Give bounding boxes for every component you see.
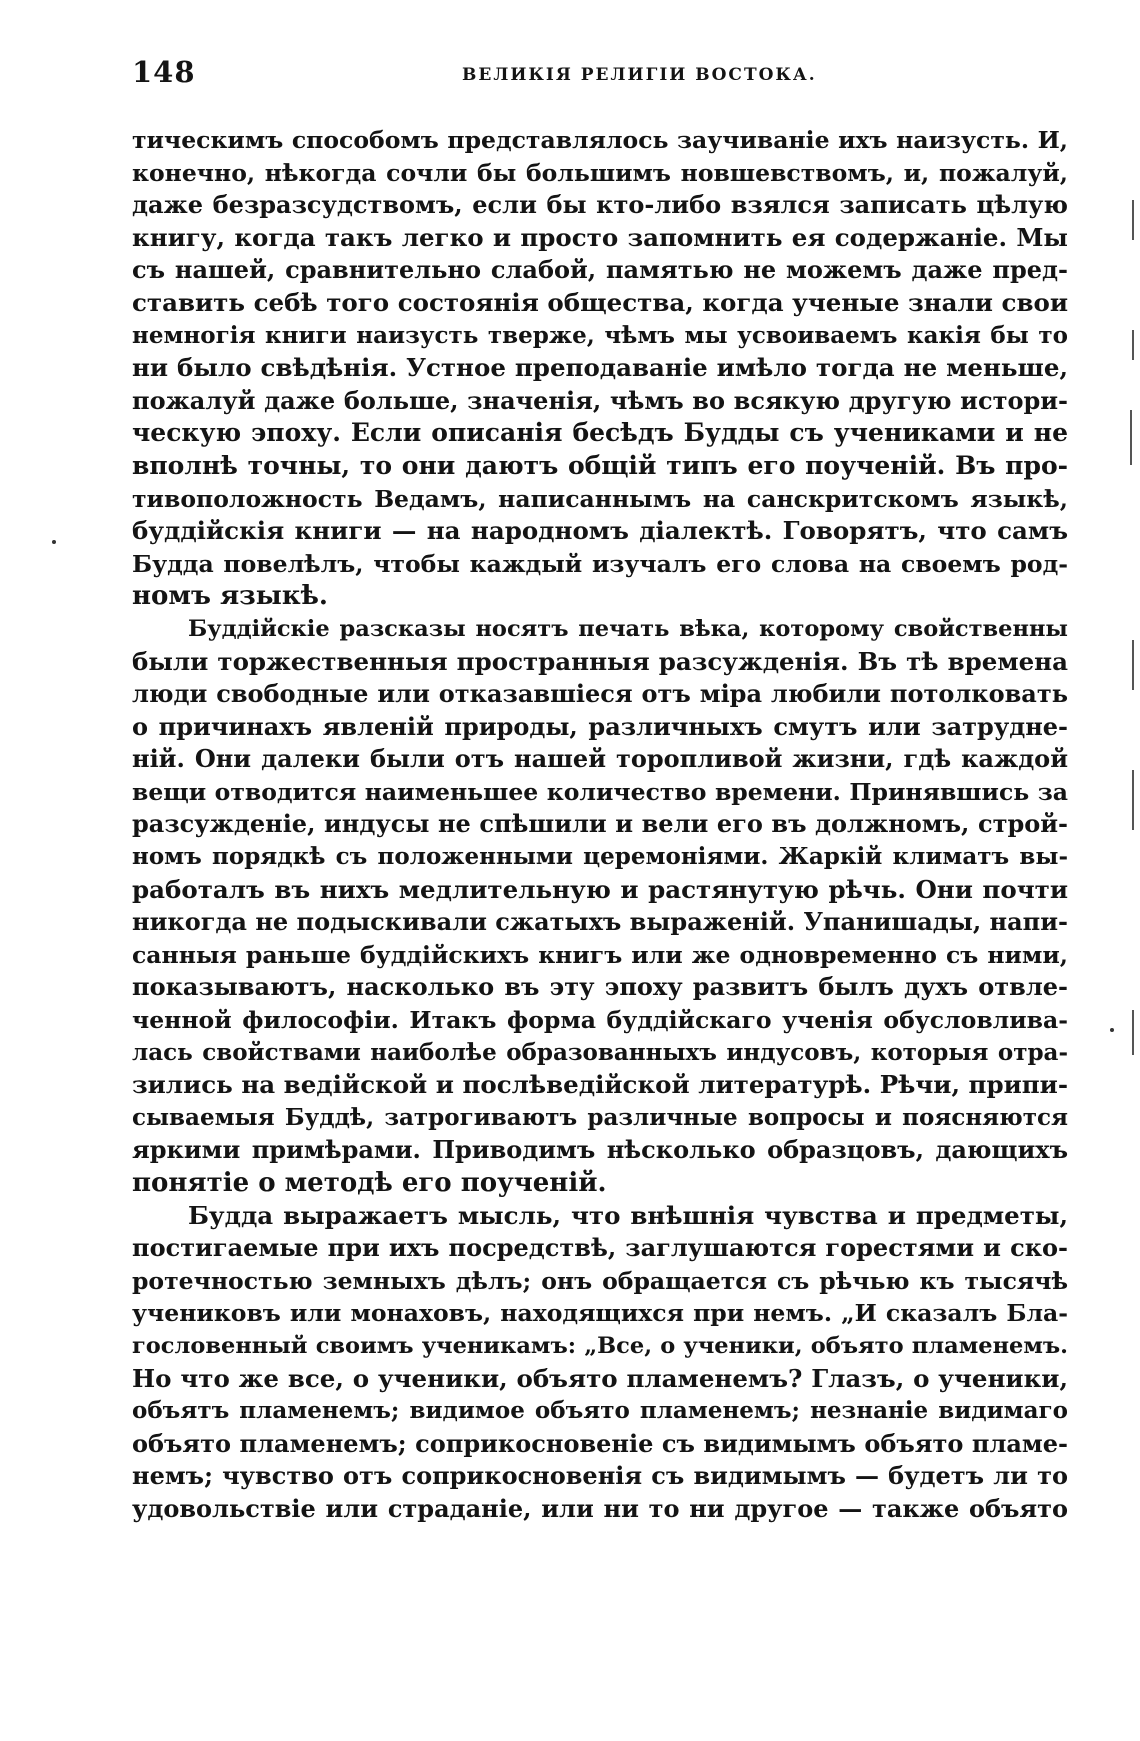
text-line: ставить себѣ того состоянія общества, когда ученые знали свои [132,287,1068,317]
text-line: ротечностью земныхъ дѣлъ; онъ обращается съ рѣчью къ тысячѣ [132,1266,1068,1295]
text-line: объятъ пламенемъ; видимое объято пламенемъ; незнаніе видимаго [132,1397,1068,1425]
text-line: ченной философіи. Итакъ форма буддійскаго ученія обусловлива- [132,1006,1068,1035]
text-line: номъ языкѣ. [132,581,328,612]
scan-edge-mark [1130,410,1132,465]
body-text [132,124,1068,1526]
text-line: разсужденіе, индусы не спѣшили и вели его въ должномъ, строй- [132,809,1068,839]
scan-edge-mark [1132,1010,1134,1055]
scan-edge-mark [1132,200,1134,240]
text-line: немъ; чувство отъ соприкосновенія съ видимымъ — будетъ ли то [132,1461,1068,1491]
text-line: о причинахъ явленій природы, различныхъ смутъ или затрудне- [132,711,1068,741]
text-line: ній. Они далеки были отъ нашей торопливой жизни, гдѣ каждой [132,744,1068,774]
scan-speck [52,540,56,544]
scan-edge-mark [1132,330,1134,360]
text-line: зились на ведійской и послѣведійской литературѣ. Рѣчи, припи- [132,1070,1068,1100]
running-title: ВЕЛИКІЯ РЕЛИГІИ ВОСТОКА. [462,65,817,85]
text-line: тивоположность Ведамъ, написаннымъ на санскритскомъ языкѣ, [132,484,1068,513]
page-header [132,55,1068,95]
text-line: ческую эпоху. Если описанія бесѣдъ Будды съ учениками и не [132,418,1068,448]
text-line: ни было свѣдѣнія. Устное преподаваніе имѣло тогда не меньше, [132,353,1068,383]
paragraph-3 [132,1200,1068,1526]
text-line: вполнѣ точны, то они даютъ общій типъ его поученій. Въ про- [132,450,1068,480]
text-line: даже безразсудствомъ, если бы кто-либо взялся записать цѣлую [132,190,1068,220]
scan-speck [1110,1028,1114,1032]
text-line: Но что же все, о ученики, объято пламенемъ? Глазъ, о ученики, [132,1363,1068,1393]
paragraph-1 [132,124,1068,613]
text-line: учениковъ или монаховъ, находящихся при немъ. „И сказалъ Бла- [132,1299,1068,1328]
text-line: никогда не подыскивали сжатыхъ выраженій. Упанишады, напи- [132,907,1068,937]
text-line: книгу, когда такъ легко и просто запомнить ея содержаніе. Мы [132,222,1068,252]
text-line: работалъ въ нихъ медлительную и растянутую рѣчь. Они почти [132,874,1068,904]
text-line: понятіе о методѣ его поученій. [132,1168,607,1198]
paragraph-2 [132,613,1068,1200]
text-line: пожалуй даже больше, значенія, чѣмъ во всякую другую истори- [132,385,1068,415]
text-line: вещи отводится наименьшее количество времени. Принявшись за [132,777,1068,806]
text-line: буддійскія книги — на народномъ діалектѣ. Говорятъ, что самъ [132,516,1068,546]
text-line: объято пламенемъ; соприкосновеніе съ видимымъ объято пламе- [132,1428,1068,1458]
text-line: были торжественныя пространныя разсужденія. Въ тѣ времена [132,646,1068,676]
text-line: Будда повелѣлъ, чтобы каждый изучалъ его слова на своемъ род- [132,549,1068,578]
scan-edge-mark [1132,640,1134,690]
text-line: люди свободные или отказавшіеся отъ міра любили потолковать [132,679,1068,709]
text-line: лась свойствами наиболѣе образованныхъ индусовъ, которыя отра- [132,1038,1068,1066]
text-line: гословенный своимъ ученикамъ: „Все, о ученики, объято пламенемъ. [132,1332,1068,1359]
text-line: Будда выражаетъ мысль, что внѣшнія чувства и предметы, [188,1200,1068,1230]
text-line: съ нашей, сравнительно слабой, памятью не можемъ даже пред- [132,255,1068,285]
text-line: немногія книги наизусть тверже, чѣмъ мы усвоиваемъ какія бы то [132,321,1068,349]
page-number: 148 [132,55,196,89]
text-line: Буддійскіе разсказы носятъ печать вѣка, которому свойственны [188,615,1068,642]
text-line: постигаемые при ихъ посредствѣ, заглушаются горестями и ско- [132,1233,1068,1263]
scan-edge-mark [1132,770,1134,830]
text-line: санныя раньше буддійскихъ книгъ или же одновременно съ ними, [132,940,1068,969]
text-line: тическимъ способомъ представлялось заучиваніе ихъ наизусть. И, [132,126,1068,154]
text-line: удовольствіе или страданіе, или ни то ни другое — также объято [132,1493,1068,1523]
text-line: показываютъ, насколько въ эту эпоху развитъ былъ духъ отвле- [132,972,1068,1002]
text-line: номъ порядкѣ съ положенными церемоніями. Жаркій климатъ вы- [132,843,1068,871]
text-line: конечно, нѣкогда сочли бы большимъ новшевствомъ, и, пожалуй, [132,158,1068,187]
text-line: сываемыя Буддѣ, затрогиваютъ различные вопросы и поясняются [132,1103,1068,1131]
text-line: яркими примѣрами. Приводимъ нѣсколько образцовъ, дающихъ [132,1135,1068,1165]
